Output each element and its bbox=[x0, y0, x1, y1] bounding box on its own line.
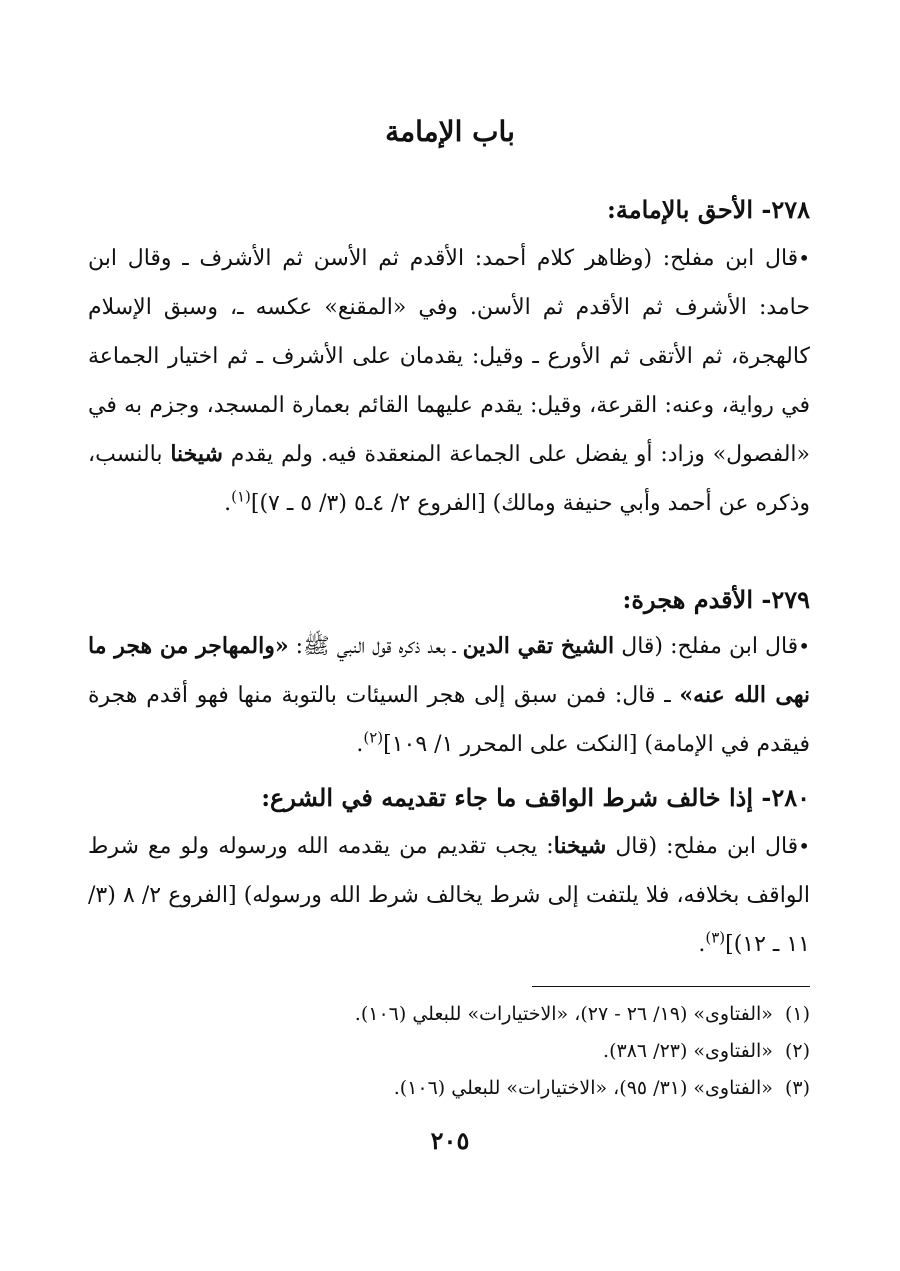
chapter-title: باب الإمامة bbox=[385, 115, 515, 148]
footnote-item bbox=[88, 996, 810, 1033]
bullet-icon: • bbox=[798, 834, 810, 858]
body-text: بالنسب، وذكره عن أحمد وأبي حنيفة ومالك) [الفروع ٢/ ٤ـ٥ (٣/ ٥ ـ ٧)] bbox=[88, 442, 810, 516]
section-heading-279: ٢٧٩- الأقدم هجرة: bbox=[622, 585, 810, 614]
body-text: : يجب تقديم من يقدمه الله ورسوله ولو مع شرط الواقف بخلافه، فلا يلتفت إلى شرط يخالف شرط الله ورسوله) [الفروع ٢/ ٨ (٣/ ١١ ـ ١٢)] bbox=[88, 834, 810, 957]
footnote-text: «الفتاوى» (٣١/ ٩٥)، «الاختيارات» للبعلي (١٠٦). bbox=[393, 1077, 773, 1099]
footnote-item bbox=[88, 1033, 810, 1070]
footnotes bbox=[88, 996, 810, 1107]
footnote-number: (١) bbox=[784, 1003, 810, 1025]
footnote-item bbox=[88, 1070, 810, 1107]
body-text: قال ابن مفلح: (قال bbox=[606, 834, 799, 859]
body-bold-text: شيخنا bbox=[170, 441, 223, 467]
body-bold-text: شيخنا bbox=[553, 833, 607, 859]
footnote-ref: (١) bbox=[231, 487, 251, 506]
body-text: ـ قال: فمن سبق إلى هجر السيئات بالتوبة منها فهو أقدم هجرة فيقدم في الإمامة) [النكت على المحرر ١/ ١٠٩] bbox=[88, 683, 810, 757]
section-heading-280: ٢٨٠- إذا خالف شرط الواقف ما جاء تقديمه في الشرع: bbox=[261, 783, 810, 812]
sentence-end: . bbox=[698, 932, 706, 957]
footnote-text: «الفتاوى» (١٩/ ٢٦ - ٢٧)، «الاختيارات» للبعلي (١٠٦). bbox=[354, 1003, 773, 1025]
footnote-ref: (٣) bbox=[705, 928, 726, 947]
hadith-quote: «والمهاجر من هجر ما نهى الله عنه» bbox=[88, 633, 810, 708]
body-bold-text: الشيخ تقي الدين bbox=[462, 633, 615, 659]
footnote-divider bbox=[532, 986, 810, 987]
section-body-278 bbox=[88, 234, 810, 528]
page-number: ٢٠٥ bbox=[430, 1126, 470, 1155]
body-text: قال ابن مفلح: (وظاهر كلام أحمد: الأقدم ثم الأسن ثم الأشرف ـ وقال ابن حامد: الأشرف ثم الأقدم ثم الأسن. وفي «المقنع» عكسه ـ، وسبق الإسلام كالهجرة، ثم الأتقى ثم الأورع ـ وقيل: يقدمان على الأشرف ـ ثم اختيار الجماعة في رواية، وعنه: القرعة، وقيل: يقدم عليهما القائم بعمارة المسجد، وجزم به في «الفصول» وزاد: أو يفضل على الجماعة المنعقدة فيه. ولم يقدم bbox=[88, 246, 810, 467]
section-body-280 bbox=[88, 822, 810, 969]
footnote-number: (٢) bbox=[784, 1040, 810, 1062]
section-body-279 bbox=[88, 622, 810, 769]
bullet-icon: • bbox=[798, 634, 810, 658]
footnote-text: «الفتاوى» (٢٣/ ٣٨٦). bbox=[603, 1040, 773, 1062]
body-text: قال ابن مفلح: (قال bbox=[614, 634, 799, 659]
section-heading-278: ٢٧٨- الأحق بالإمامة: bbox=[607, 195, 810, 224]
bullet-icon: • bbox=[798, 246, 810, 270]
sentence-end: . bbox=[356, 732, 364, 757]
body-text: ـ بعد ذكره قول النبي ﷺ: bbox=[288, 634, 463, 659]
footnote-number: (٣) bbox=[784, 1077, 810, 1099]
footnote-ref: (٢) bbox=[363, 728, 384, 747]
sentence-end: . bbox=[224, 491, 232, 516]
